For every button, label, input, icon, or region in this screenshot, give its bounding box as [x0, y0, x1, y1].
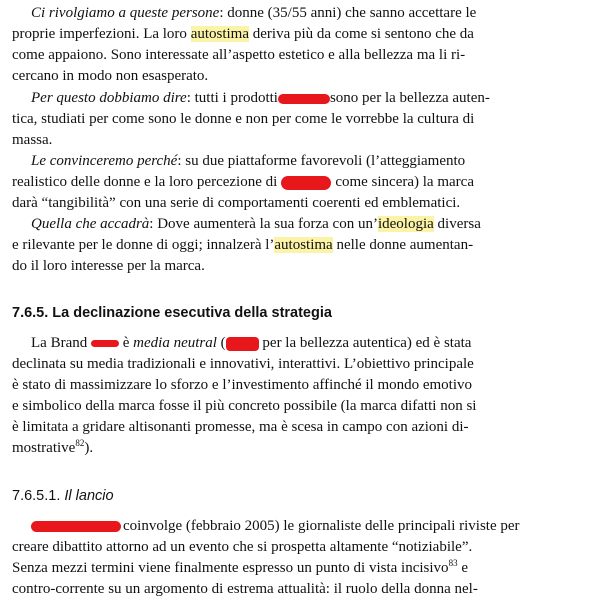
p1-line-2-text-b: deriva più da come si sentono che da — [249, 26, 474, 42]
p4-line-1-text-b: diversa — [433, 216, 481, 232]
p3-line-1 — [31, 150, 465, 172]
p1-line-1 — [31, 2, 476, 24]
subsection-number: 7.6.5.1. — [12, 488, 65, 504]
p2-line-1 — [31, 87, 490, 109]
p5-line-4: e simbolico della marca fosse il più concreto possibile (la marca difatti non si — [12, 398, 477, 414]
highlight-autostima: autostima — [190, 26, 250, 42]
p2-line-2: tica, studiati per come sono le donne e non per come le vorrebbe la cultura di — [12, 111, 475, 127]
redaction-mark — [31, 521, 121, 532]
p3-line-1-text: : su due piattaforme favorevoli (l’atteggiamento — [177, 153, 466, 169]
p1-lead-phrase: Ci rivolgiamo a queste persone — [31, 5, 220, 21]
footnote-ref-82: 82 — [75, 438, 85, 448]
p1-line-1-text: : donne (35/55 anni) che sanno accettare le — [219, 5, 477, 21]
p3-lead-phrase: Le convinceremo perché — [31, 153, 178, 169]
p6-line-3-text-a: Senza mezzi termini viene finalmente espresso un punto di vista incisivo — [12, 560, 449, 576]
p4-line-2-text-a: e rilevante per le donne di oggi; innalzerà l’ — [12, 237, 275, 253]
redaction-mark — [281, 176, 331, 190]
p2-line-1-text-b: sono per la bellezza auten- — [329, 90, 490, 106]
p4-line-1-text-a: : Dove aumenterà la sua forza con un’ — [149, 216, 378, 232]
p4-line-2-text-b: nelle donne aumentan- — [332, 237, 474, 253]
p5-line-2: declinata su media tradizionali e innovativi, interattivi. L’obiettivo principale — [12, 356, 474, 372]
redaction-mark — [226, 337, 259, 351]
p1-line-2-text-a: proprie imperfezioni. La loro — [12, 26, 191, 42]
p1-line-4: cercano in modo non esasperato. — [12, 68, 209, 84]
p6-line-1 — [31, 515, 520, 537]
p2-lead-phrase: Per questo dobbiamo dire — [31, 90, 187, 106]
p5-media-neutral: media neutral — [133, 335, 217, 351]
p5-line-1-text-d: per la bellezza autentica) ed è stata — [258, 335, 472, 351]
p5-line-1-text-c: ( — [216, 335, 226, 351]
redaction-mark — [278, 94, 330, 104]
p5-line-1-text-a: La Brand — [31, 335, 91, 351]
p3-line-3: darà “tangibilità” con una serie di comportamenti coerenti ed emblematici. — [12, 195, 461, 211]
p5-line-1 — [31, 332, 471, 354]
p6-line-1-text: coinvolge (febbraio 2005) le giornaliste delle principali riviste per — [123, 518, 520, 534]
p5-line-6 — [12, 437, 93, 459]
p4-line-3: do il loro interesse per la marca. — [12, 258, 205, 274]
p1-line-3: come appaiono. Sono interessate all’aspetto estetico e alla bellezza ma li ri- — [12, 47, 466, 63]
highlight-ideologia: ideologia — [377, 216, 434, 232]
p4-lead-phrase: Quella che accadrà — [31, 216, 150, 232]
highlight-autostima: autostima — [274, 237, 333, 253]
p4-line-2 — [12, 234, 473, 256]
p2-line-1-text-a: : tutti i prodotti — [186, 90, 278, 106]
subsection-title: Il lancio — [64, 488, 114, 504]
p5-line-1-text-b: è — [118, 335, 134, 351]
p3-line-2 — [12, 171, 474, 193]
subsection-heading — [12, 485, 114, 507]
p5-line-6-text-a: mostrative — [12, 440, 76, 456]
footnote-ref-83: 83 — [448, 558, 458, 568]
p2-line-3: massa. — [12, 132, 53, 148]
p6-line-2: creare dibattito attorno ad un evento che si prospetta altamente “notiziabile”. — [12, 539, 473, 555]
p3-line-2-text-b: come sincera) la marca — [335, 174, 474, 190]
p1-line-2 — [12, 23, 474, 45]
p6-line-3-text-b: e — [457, 560, 468, 576]
p5-line-6-text-b: ). — [84, 440, 94, 456]
section-heading: 7.6.5. La declinazione esecutiva della strategia — [12, 305, 332, 321]
p6-line-3 — [12, 557, 468, 579]
redaction-mark — [91, 340, 119, 347]
p5-line-3: è stato di massimizzare lo sforzo e l’investimento affinché il mondo emotivo — [12, 377, 473, 393]
p6-line-4: contro-corrente su un argomento di estrema attualità: il ruolo della donna nel- — [12, 581, 478, 597]
p4-line-1 — [31, 213, 481, 235]
p5-line-5: è limitata a gridare altisonanti promesse, ma è scesa in campo con azioni di- — [12, 419, 469, 435]
p3-line-2-text-a: realistico delle donne e la loro percezione di — [12, 174, 278, 190]
